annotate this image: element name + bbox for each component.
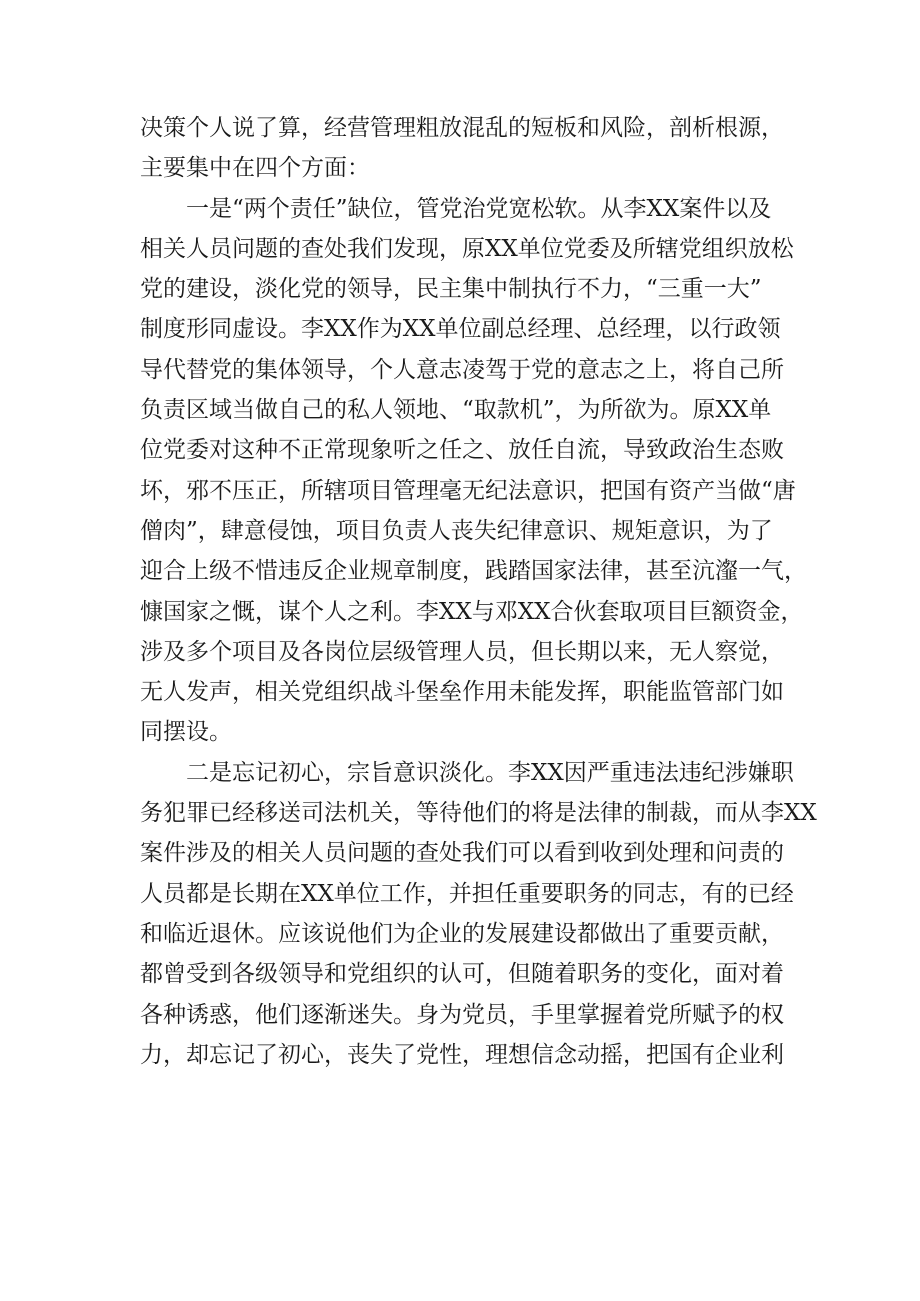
text-line: 人员都是长期在XX单位工作，并担任重要职务的同志，有的已经 xyxy=(140,880,794,907)
text-line: 都曾受到各级领导和党组织的认可，但随着职务的变化，面对着 xyxy=(140,961,784,988)
text-line: 相关人员问题的查处我们发现，原XX单位党委及所辖党组织放松 xyxy=(140,235,794,262)
text-line: 主要集中在四个方面： xyxy=(140,155,370,182)
text-line: 力，却忘记了初心，丧失了党性，理想信念动摇，把国有企业利 xyxy=(140,1041,784,1068)
text-line: 制度形同虚设。李XX作为XX单位副总经理、总经理，以行政领 xyxy=(140,316,781,343)
text-line: 党的建设，淡化党的领导，民主集中制执行不力，“三重一大” xyxy=(140,276,762,303)
text-line: 坏，邪不压正，所辖项目管理毫无纪法意识，把国有资产当做“唐 xyxy=(140,477,796,504)
text-line: 慷国家之慨，谋个人之利。李XX与邓XX合伙套取项目巨额资金， xyxy=(140,598,804,625)
text-line: 导代替党的集体领导，个人意志凌驾于党的意志之上，将自己所 xyxy=(140,356,784,383)
text-line: 决策个人说了算，经营管理粗放混乱的短板和风险，剖析根源， xyxy=(140,115,784,141)
text-line: 负责区域当做自己的私人领地、“取款机”，为所欲为。原XX单 xyxy=(140,397,772,424)
text-line: 各种诱惑，他们逐渐迷失。身为党员，手里掌握着党所赋予的权 xyxy=(140,1001,784,1028)
text-line: 务犯罪已经移送司法机关，等待他们的将是法律的制裁，而从李XX xyxy=(140,800,817,827)
text-line: 案件涉及的相关人员问题的查处我们可以看到收到处理和问责的 xyxy=(140,840,784,867)
text-line: 和临近退休。应该说他们为企业的发展建设都做出了重要贡献， xyxy=(140,920,784,947)
text-line: 位党委对这种不正常现象听之任之、放任自流，导致政治生态败 xyxy=(140,437,784,464)
text-line: 僧肉”，肆意侵蚀，项目负责人丧失纪律意识、规矩意识，为了 xyxy=(140,517,773,544)
text-line: 迎合上级不惜违反企业规章制度，践踏国家法律，甚至沆瀣一气， xyxy=(140,558,807,585)
text-line: 同摆设。 xyxy=(140,719,232,746)
body-text xyxy=(140,108,817,1075)
paragraph-2-start: 二是忘记初心，宗旨意识淡化。李XX因严重违法违纪涉嫌职 xyxy=(186,759,794,786)
text-line: 涉及多个项目及各岗位层级管理人员，但长期以来，无人察觉， xyxy=(140,638,784,665)
text-line: 无人发声，相关党组织战斗堡垒作用未能发挥，职能监管部门如 xyxy=(140,679,784,706)
paragraph-1-start: 一是“两个责任”缺位，管党治党宽松软。从李XX案件以及 xyxy=(186,195,772,222)
